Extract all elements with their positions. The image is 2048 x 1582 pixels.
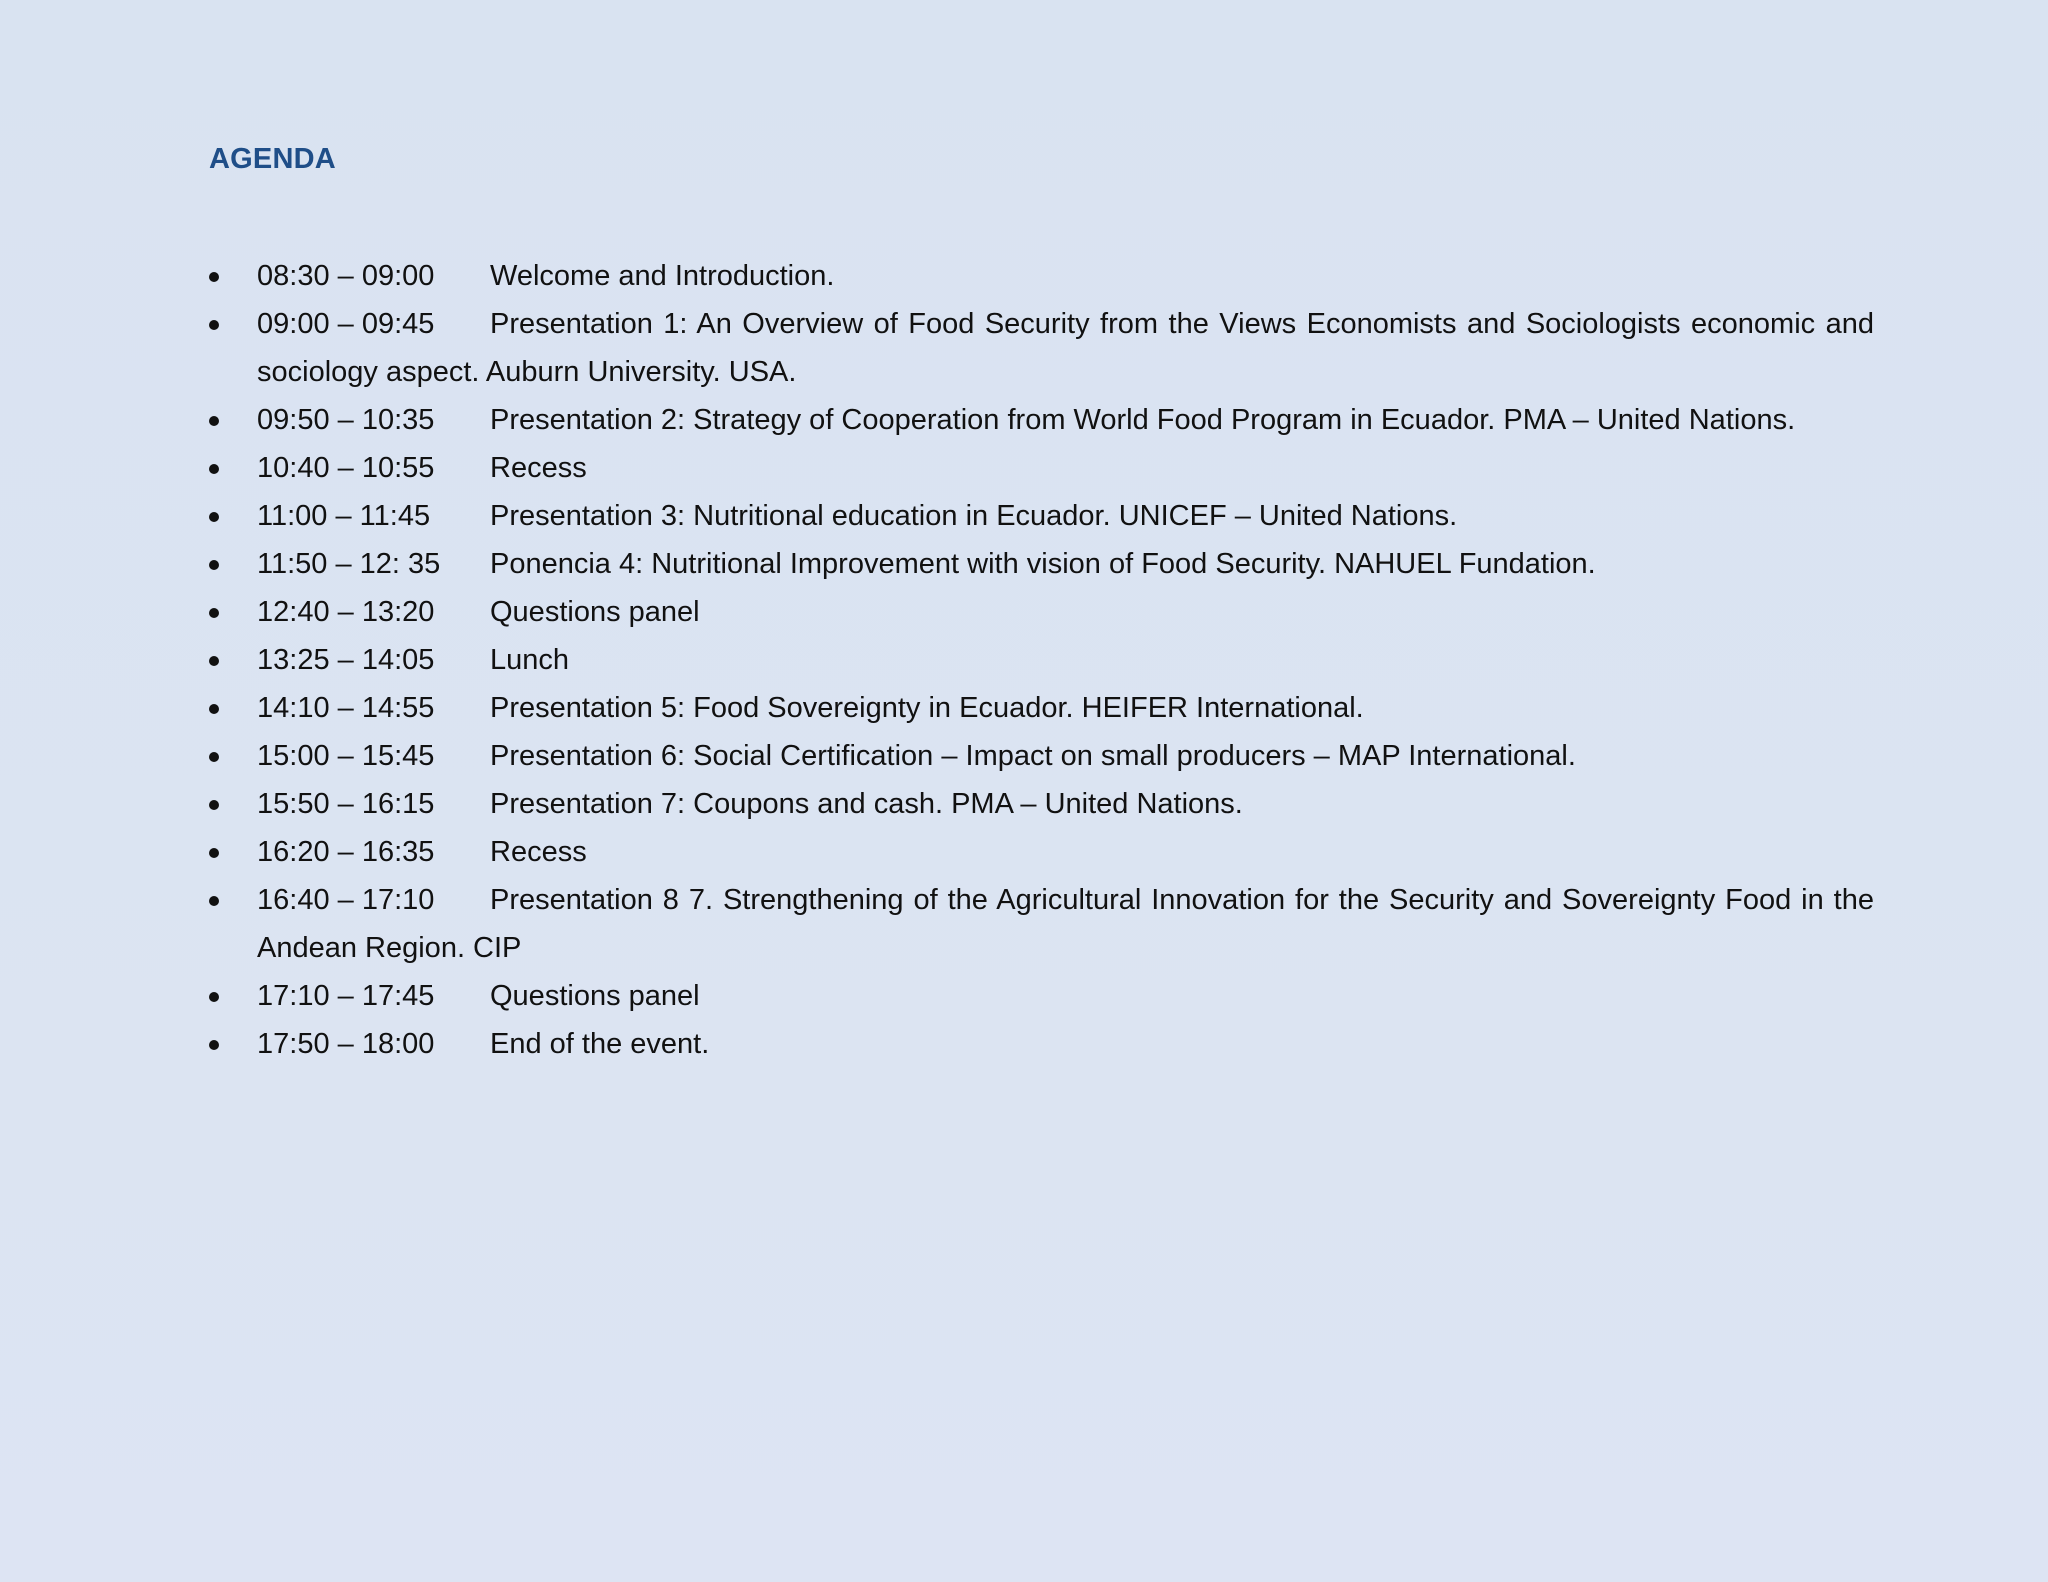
agenda-item (209, 588, 1874, 636)
agenda-text: End of the event. (490, 1028, 710, 1060)
agenda-text: Presentation 6: Social Certification – Impact on small producers – MAP International. (490, 740, 1576, 772)
agenda-text: Presentation 8 7. Strengthening of the Agricultural Innovation for the Security and Sovereignty Food in the Andean Region. CIP (257, 884, 1874, 964)
agenda-time: 15:50 – 16:15 (257, 788, 435, 820)
bullet-icon (209, 416, 219, 426)
agenda-item (209, 732, 1874, 780)
bullet-icon (209, 1040, 219, 1050)
agenda-item (209, 492, 1874, 540)
bullet-icon (209, 608, 219, 618)
agenda-text: Presentation 1: An Overview of Food Security from the Views Economists and Sociologists economic and sociology aspect. Auburn University. USA. (257, 308, 1874, 388)
bullet-icon (209, 320, 219, 330)
agenda-text: Ponencia 4: Nutritional Improvement with vision of Food Security. NAHUEL Fundation. (490, 548, 1596, 580)
agenda-text: Recess (490, 836, 587, 868)
agenda-text: Presentation 5: Food Sovereignty in Ecuador. HEIFER International. (490, 692, 1364, 724)
agenda-time: 09:00 – 09:45 (257, 308, 435, 340)
agenda-time: 11:50 – 12: 35 (257, 548, 441, 580)
bullet-icon (209, 560, 219, 570)
bullet-icon (209, 464, 219, 474)
agenda-time: 11:00 – 11:45 (257, 500, 431, 532)
agenda-text: Recess (490, 452, 587, 484)
agenda-heading: AGENDA (209, 143, 336, 175)
bullet-icon (209, 704, 219, 714)
agenda-item (209, 636, 1874, 684)
agenda-item (209, 828, 1874, 876)
agenda-list (209, 252, 1874, 1068)
agenda-text: Lunch (490, 644, 570, 676)
agenda-time: 16:40 – 17:10 (257, 884, 435, 916)
agenda-text: Presentation 7: Coupons and cash. PMA – United Nations. (490, 788, 1243, 820)
agenda-item (209, 396, 1874, 444)
agenda-time: 16:20 – 16:35 (257, 836, 435, 868)
bullet-icon (209, 272, 219, 282)
agenda-time: 14:10 – 14:55 (257, 692, 435, 724)
bullet-icon (209, 992, 219, 1002)
agenda-time: 13:25 – 14:05 (257, 644, 435, 676)
agenda-text: Presentation 3: Nutritional education in Ecuador. UNICEF – United Nations. (490, 500, 1458, 532)
agenda-text: Questions panel (490, 980, 700, 1012)
bullet-icon (209, 800, 219, 810)
bullet-icon (209, 512, 219, 522)
bullet-icon (209, 896, 219, 906)
agenda-item (209, 1020, 1874, 1068)
agenda-item (209, 444, 1874, 492)
bullet-icon (209, 752, 219, 762)
agenda-item (209, 684, 1874, 732)
agenda-time: 15:00 – 15:45 (257, 740, 435, 772)
agenda-item (209, 540, 1874, 588)
agenda-item (209, 300, 1874, 396)
agenda-text: Presentation 2: Strategy of Cooperation from World Food Program in Ecuador. PMA – United Nations. (490, 404, 1796, 436)
agenda-time: 09:50 – 10:35 (257, 404, 435, 436)
bullet-icon (209, 848, 219, 858)
agenda-text: Welcome and Introduction. (490, 260, 835, 292)
agenda-text: Questions panel (490, 596, 700, 628)
agenda-item (209, 252, 1874, 300)
agenda-item (209, 780, 1874, 828)
agenda-time: 17:50 – 18:00 (257, 1028, 435, 1060)
bullet-icon (209, 656, 219, 666)
agenda-time: 17:10 – 17:45 (257, 980, 435, 1012)
agenda-item (209, 876, 1874, 972)
agenda-item (209, 972, 1874, 1020)
agenda-time: 12:40 – 13:20 (257, 596, 435, 628)
agenda-time: 10:40 – 10:55 (257, 452, 435, 484)
agenda-time: 08:30 – 09:00 (257, 260, 435, 292)
